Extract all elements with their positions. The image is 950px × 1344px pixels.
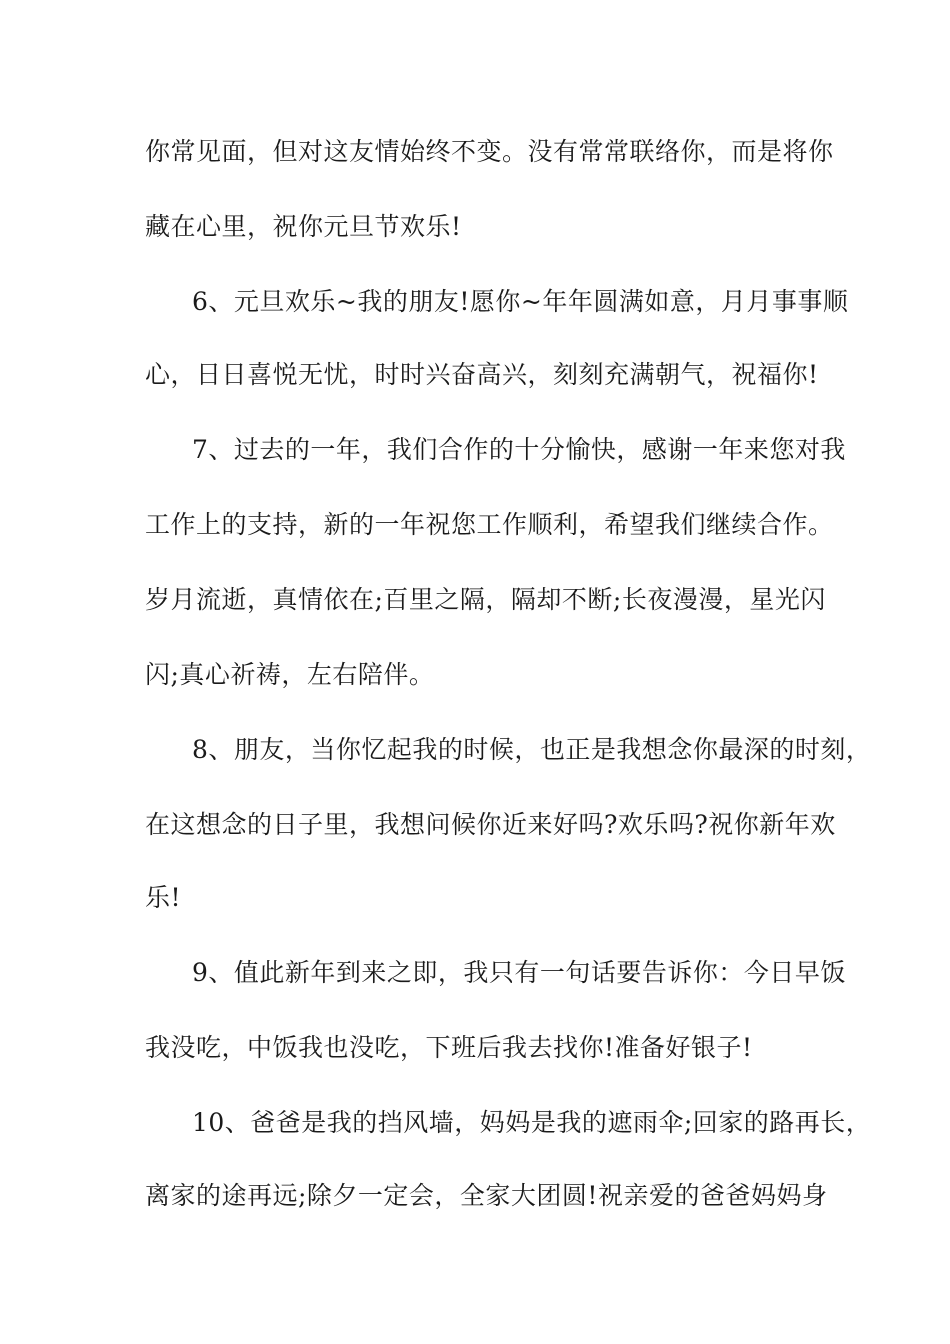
text-line: 在这想念的日子里，我想问候你近来好吗?欢乐吗?祝你新年欢	[145, 810, 836, 839]
text-line: 离家的途再远;除夕一定会，全家大团圆!祝亲爱的爸爸妈妈身	[145, 1181, 828, 1210]
text-line: 7、过去的一年，我们合作的十分愉快，感谢一年来您对我	[192, 435, 846, 464]
text-line: 你常见面，但对这友情始终不变。没有常常联络你，而是将你	[145, 137, 834, 166]
text-line: 心，日日喜悦无忧，时时兴奋高兴，刻刻充满朝气，祝福你!	[145, 360, 819, 389]
text-line: 闪;真心祈祷，左右陪伴。	[145, 660, 435, 689]
text-line: 岁月流逝，真情依在;百里之隔，隔却不断;长夜漫漫，星光闪	[145, 585, 826, 614]
text-line: 6、元旦欢乐~我的朋友!愿你~年年圆满如意，月月事事顺	[192, 287, 849, 316]
text-line: 藏在心里，祝你元旦节欢乐!	[145, 212, 462, 241]
text-line: 8、朋友，当你忆起我的时候，也正是我想念你最深的时刻，	[192, 735, 872, 764]
text-line: 乐!	[145, 883, 182, 912]
text-line: 工作上的支持，新的一年祝您工作顺利，希望我们继续合作。	[145, 510, 834, 539]
text-line: 10、爸爸是我的挡风墙，妈妈是我的遮雨伞;回家的路再长，	[192, 1108, 872, 1137]
text-line: 9、值此新年到来之即，我只有一句话要告诉你：今日早饭	[192, 958, 846, 987]
text-line: 我没吃，中饭我也没吃，下班后我去找你!准备好银子!	[145, 1033, 753, 1062]
